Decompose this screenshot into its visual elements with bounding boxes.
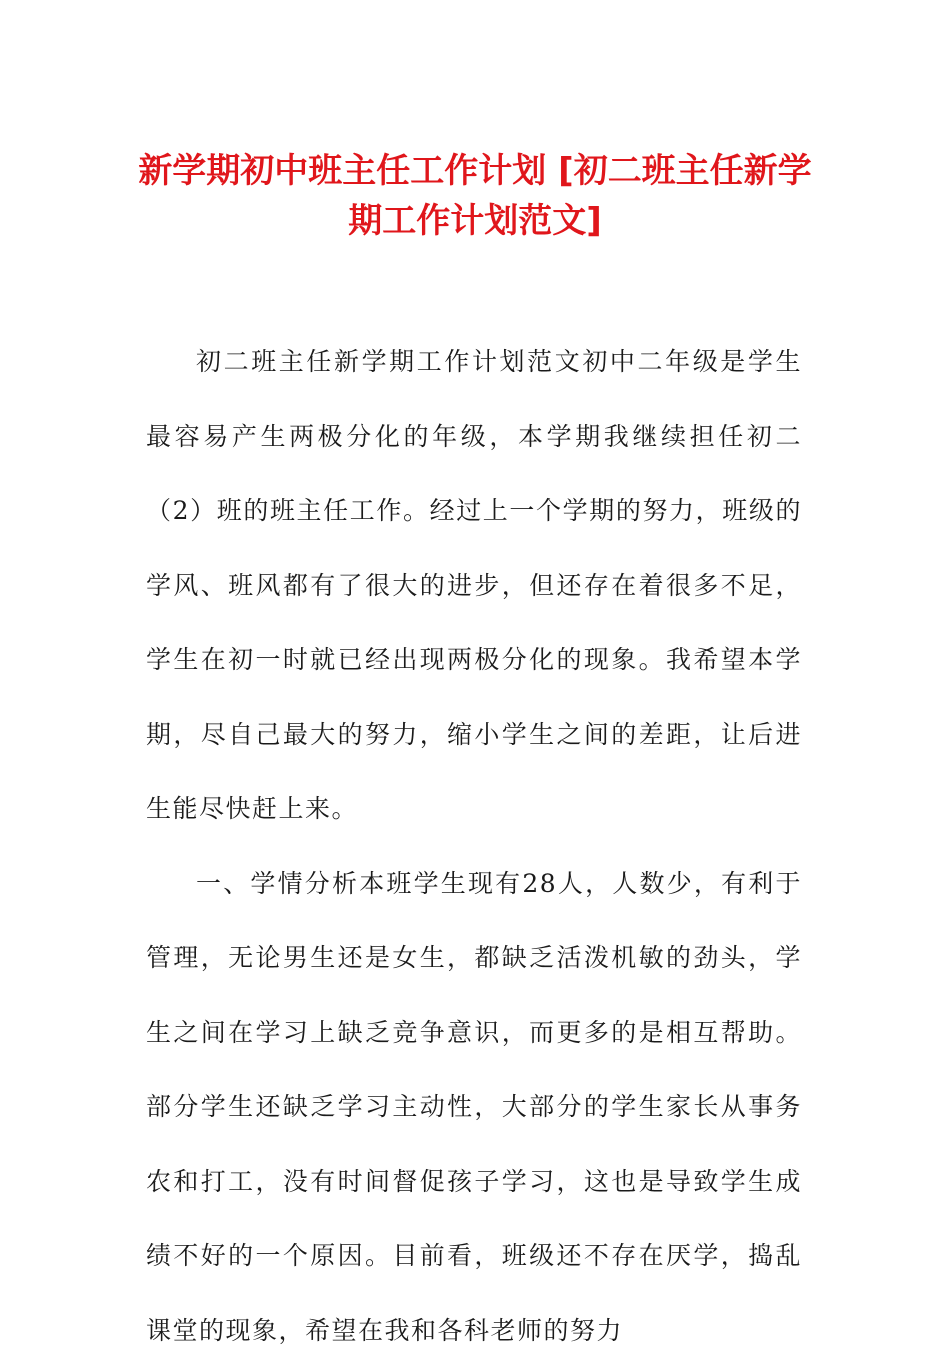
paragraph-intro: 初二班主任新学期工作计划范文初中二年级是学生最容易产生两极分化的年级，本学期我继续担任初二（2）班的班主任工作。经过上一个学期的努力，班级的学风、班风都有了很大的进步，但还存在着很多不足，学生在初一时就已经出现两极分化的现象。我希望本学期，尽自己最大的努力，缩小学生之间的差距，让后进生能尽快赶上来。 [146, 325, 802, 847]
document-title [120, 146, 830, 246]
title-line-1: 新学期初中班主任工作计划 [初二班主任新学 [138, 151, 811, 191]
document-body [146, 325, 802, 1368]
title-line-2: 期工作计划范文] [348, 201, 602, 241]
paragraph-section-1: 一、学情分析本班学生现有28人，人数少，有利于管理，无论男生还是女生，都缺乏活泼机敏的劲头，学生之间在学习上缺乏竞争意识，而更多的是相互帮助。部分学生还缺乏学习主动性，大部分的学生家长从事务农和打工，没有时间督促孩子学习，这也是导致学生成绩不好的一个原因。目前看，班级还不存在厌学，捣乱课堂的现象，希望在我和各科老师的努力 [146, 847, 802, 1368]
